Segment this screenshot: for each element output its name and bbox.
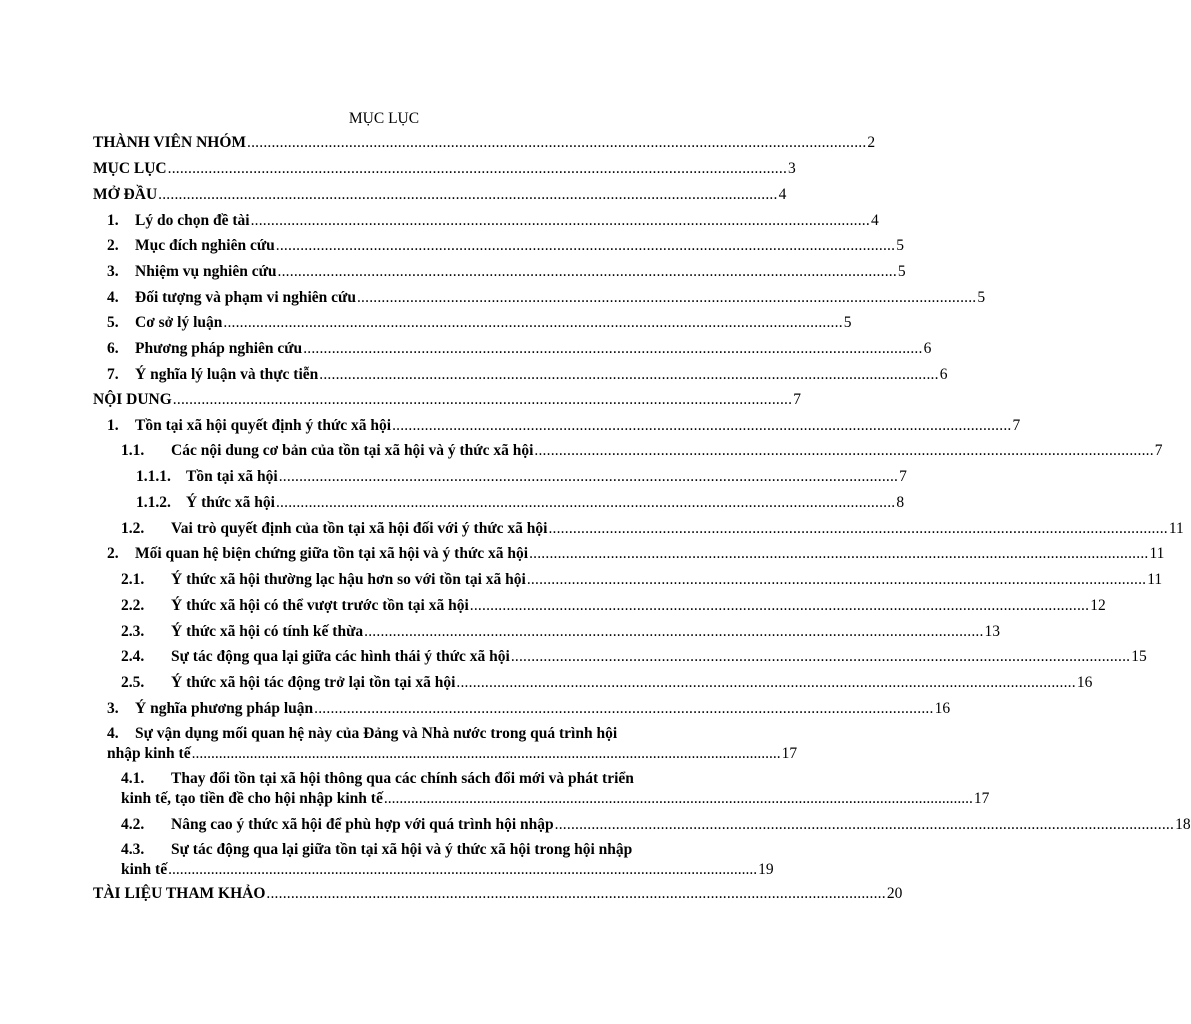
toc-entry-text: THÀNH VIÊN NHÓM [93,134,247,151]
toc-leader-dots: ........................................................................................................................................................ [469,597,1090,614]
toc-leader-dots: ........................................................................................................................................................ [278,468,899,485]
toc-entry[interactable] [93,884,903,904]
toc-entry-number: 1.2. [121,520,145,537]
toc-leader-dots: ........................................................................................................................................................ [172,391,793,408]
toc-leader-dots: ........................................................................................................................................................ [456,674,1076,691]
toc-entry[interactable] [93,159,796,179]
toc-entry-number: 1. [107,212,119,229]
toc-entry[interactable] [107,211,879,231]
toc-leader-dots: ........................................................................................................................................................ [158,186,778,203]
toc-entry-number: 2.3. [121,623,145,640]
toc-leader-dots: ........................................................................................................................................................ [554,816,1175,833]
toc-entry[interactable] [107,365,948,385]
toc-leader-dots: ........................................................................................................................................................ [247,134,867,151]
toc-entry-number: 5. [107,314,119,331]
toc-entry-number: 2. [107,545,119,562]
toc-entry-text: Ý thức xã hội [186,494,275,511]
toc-entry-page: 7 [1012,417,1021,434]
toc-entry-page: 16 [934,700,951,717]
toc-entry-text: NỘI DUNG [93,391,172,408]
toc-entry-page: 5 [843,314,852,331]
toc-entry[interactable] [93,390,801,410]
toc-leader-dots: ........................................................................................................................................................ [534,442,1154,459]
toc-entry[interactable] [121,622,1001,642]
toc-entry-page: 5 [896,237,904,254]
toc-entry-number: 1.1.2. [136,494,171,511]
toc-entry[interactable] [121,815,1191,835]
toc-entry-page: 5 [977,289,986,306]
toc-entry-page: 2 [867,134,876,151]
toc-leader-dots: ........................................................................................................................................................ [314,700,934,717]
toc-entry-page: 5 [897,263,906,280]
toc-entry[interactable] [136,467,907,487]
toc-entry[interactable] [107,236,904,256]
toc-entry-text: Ý thức xã hội có tính kế thừa [171,623,364,640]
toc-leader-dots: ........................................................................................................................................................ [275,237,896,254]
toc-entry[interactable] [107,262,906,282]
toc-leader-dots: ........................................................................................................................................................ [529,545,1149,562]
toc-entry-text-continued: kinh tế, tạo tiền đề cho hội nhập kinh tế [121,790,383,807]
toc-entry[interactable] [121,441,1163,461]
toc-entry-text: Lý do chọn đề tài [135,212,250,229]
toc-leader-dots: ........................................................................................................................................................ [168,861,758,878]
toc-leader-dots: ........................................................................................................................................................ [319,366,939,383]
toc-leader-dots: ........................................................................................................................................................ [526,571,1147,588]
toc-entry-text: MỞ ĐẦU [93,186,158,203]
toc-entry-number: 2.5. [121,674,145,691]
toc-entry-text: Cơ sở lý luận [135,314,223,331]
toc-entry[interactable] [121,647,1147,667]
toc-entry-page: 17 [973,790,990,807]
toc-entry-number: 2.4. [121,648,145,665]
toc-entry-page: 15 [1131,648,1147,665]
toc-entry-text: Ý thức xã hội thường lạc hậu hơn so với tồn tại xã hội [171,571,526,588]
toc-entry[interactable] [107,724,798,764]
toc-leader-dots: ........................................................................................................................................................ [392,417,1012,434]
toc-leader-dots: ........................................................................................................................................................ [191,745,781,762]
toc-entry-text: Mục đích nghiên cứu [135,237,275,254]
toc-entry-number: 3. [107,700,119,717]
toc-entry-text: Sự tác động qua lại giữa các hình thái ý thức xã hội [171,648,510,665]
toc-entry-text: Mối quan hệ biện chứng giữa tồn tại xã hội và ý thức xã hội [135,545,529,562]
toc-entry-text: Sự tác động qua lại giữa tồn tại xã hội và ý thức xã hội trong hội nhập [171,841,633,858]
toc-leader-dots: ........................................................................................................................................................ [167,160,788,177]
toc-entry-text: Nhiệm vụ nghiên cứu [135,263,277,280]
toc-leader-dots: ........................................................................................................................................................ [277,263,897,280]
toc-leader-dots: ........................................................................................................................................................ [364,623,984,640]
toc-entry-page: 8 [896,494,905,511]
toc-entry[interactable] [107,313,852,333]
toc-entry-page: 7 [793,391,801,408]
toc-entry-page: 6 [923,340,932,357]
toc-entry-page: 16 [1076,674,1093,691]
toc-entry-number: 7. [107,366,119,383]
toc-entry-page: 12 [1090,597,1106,614]
toc-entry-number: 1.1.1. [136,468,171,485]
toc-entry-text: Tồn tại xã hội quyết định ý thức xã hội [135,417,392,434]
toc-entry-number: 1.1. [121,442,145,459]
toc-entry-page: 11 [1168,520,1184,537]
toc-entry-page: 19 [758,861,774,878]
toc-entry-number: 4.2. [121,816,145,833]
toc-entry-page: 6 [939,366,948,383]
toc-entry-number: 2.1. [121,571,145,588]
toc-leader-dots: ........................................................................................................................................................ [275,494,896,511]
toc-entry[interactable] [107,416,1021,436]
toc-leader-dots: ........................................................................................................................................................ [356,289,977,306]
toc-entry-text: Nâng cao ý thức xã hội để phù hợp với quá trình hội nhập [171,816,554,833]
toc-entry[interactable] [121,596,1106,616]
toc-entry[interactable] [93,185,787,205]
toc-entry-text: TÀI LIỆU THAM KHẢO [93,885,266,902]
toc-entry-number: 4.3. [121,841,145,858]
toc-entry[interactable] [136,493,905,513]
toc-entry[interactable] [121,769,990,809]
toc-entry-page: 11 [1149,545,1165,562]
toc-entry[interactable] [121,840,774,880]
toc-entry[interactable] [93,133,876,153]
toc-entry-text: MỤC LỤC [93,160,167,177]
toc-entry-number: 2.2. [121,597,145,614]
toc-leader-dots: ........................................................................................................................................................ [510,648,1131,665]
toc-entry-page: 11 [1147,571,1163,588]
toc-title: MỤC LỤC [348,110,420,127]
toc-entry[interactable] [121,519,1184,539]
toc-entry[interactable] [107,339,932,359]
toc-entry-number: 6. [107,340,119,357]
toc-entry-page: 4 [870,212,879,229]
toc-entry-text: Ý thức xã hội có thể vượt trước tồn tại xã hội [171,597,469,614]
toc-leader-dots: ........................................................................................................................................................ [250,212,870,229]
toc-leader-dots: ........................................................................................................................................................ [548,520,1168,537]
toc-entry-page: 13 [984,623,1001,640]
toc-entry-text-continued: kinh tế [121,861,168,878]
toc-entry[interactable] [121,570,1163,590]
toc-entry-text: Thay đổi tồn tại xã hội thông qua các chính sách đổi mới và phát triển [171,770,634,787]
toc-entry-page: 18 [1175,816,1191,833]
toc-entry[interactable] [107,699,951,719]
toc-leader-dots: ........................................................................................................................................................ [303,340,923,357]
toc-entry-text: Đối tượng và phạm vi nghiên cứu [135,289,356,306]
toc-entry-text: Tồn tại xã hội [186,468,278,485]
toc-leader-dots: ........................................................................................................................................................ [266,885,886,902]
toc-leader-dots: ........................................................................................................................................................ [383,790,973,807]
toc-entry-text: Vai trò quyết định của tồn tại xã hội đối với ý thức xã hội [171,520,548,537]
toc-entry-page: 7 [1154,442,1163,459]
toc-entry-text: Phương pháp nghiên cứu [135,340,303,357]
toc-entry-number: 4.1. [121,770,145,787]
toc-entry-text: Các nội dung cơ bản của tồn tại xã hội và ý thức xã hội [171,442,534,459]
toc-entry-page: 17 [781,745,798,762]
toc-entry-page: 3 [788,160,796,177]
toc-entry[interactable] [121,673,1093,693]
toc-entry-text: Sự vận dụng mối quan hệ này của Đảng và Nhà nước trong quá trình hội [135,725,618,742]
toc-entry-page: 20 [886,885,903,902]
toc-entry-number: 4. [107,289,119,306]
toc-entry-number: 4. [107,725,119,742]
toc-entry-page: 4 [778,186,787,203]
toc-entry-text-continued: nhập kinh tế [107,745,191,762]
toc-entry-number: 2. [107,237,119,254]
toc-entry-text: Ý nghĩa phương pháp luận [135,700,314,717]
toc-leader-dots: ........................................................................................................................................................ [223,314,843,331]
toc-entry[interactable] [107,544,1165,564]
toc-entry-text: Ý nghĩa lý luận và thực tiễn [135,366,319,383]
toc-entry-page: 7 [899,468,907,485]
toc-entry[interactable] [107,288,986,308]
toc-entry-text: Ý thức xã hội tác động trở lại tồn tại xã hội [171,674,456,691]
toc-entry-number: 1. [107,417,119,434]
toc-entry-number: 3. [107,263,119,280]
